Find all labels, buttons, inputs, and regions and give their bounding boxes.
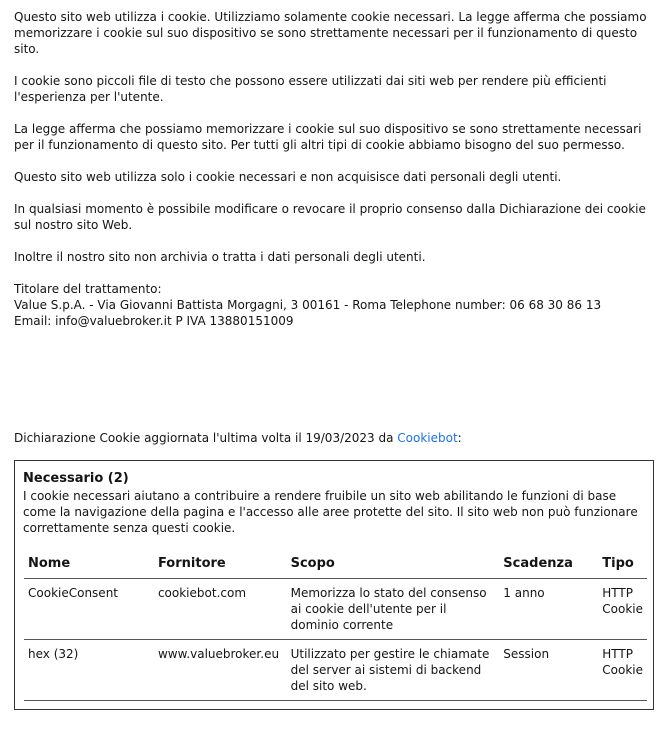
necessary-title: Necessario (2) [23, 471, 129, 486]
cookie-provider: cookiebot.com [154, 579, 287, 640]
cookie-declaration-updated [14, 430, 654, 446]
cookie-expiry: Session [499, 640, 598, 701]
data-controller-info [14, 281, 654, 329]
cookie-type: HTTP Cookie [598, 640, 647, 701]
column-header-expiry: Scadenza [499, 550, 598, 579]
cookie-provider: www.valuebroker.eu [154, 640, 287, 701]
table-row [24, 640, 647, 701]
intro-paragraph-6: Inoltre il nostro sito non archivia o tratta i dati personali degli utenti. [14, 250, 426, 264]
intro-paragraph-2: I cookie sono piccoli file di testo che possono essere utilizzati dai siti web per rendere più efficienti l'esperienza per l'utente. [14, 74, 607, 104]
owner-contact: Email: info@valuebroker.it P IVA 13880151009 [14, 314, 294, 328]
cookiebot-link[interactable]: Cookiebot [397, 431, 458, 445]
intro-paragraph-4: Questo sito web utilizza solo i cookie necessari e non acquisisce dati personali degli utenti. [14, 170, 562, 184]
cookie-purpose: Memorizza lo stato del consenso ai cookie dell'utente per il dominio corrente [287, 579, 500, 640]
owner-title: Titolare del trattamento: [14, 282, 162, 296]
cookie-table [24, 550, 647, 701]
column-header-type: Tipo [598, 550, 647, 579]
cookie-name: hex (32) [24, 640, 154, 701]
necessary-description: I cookie necessari aiutano a contribuire a rendere fruibile un sito web abilitando le funzioni di base come la navigazione della pagina e l'accesso alle aree protette del sito. Il sito web non può funzionare correttamente senza questi cookie. [23, 489, 638, 535]
cookie-type: HTTP Cookie [598, 579, 647, 640]
intro-paragraph-3: La legge afferma che possiamo memorizzare i cookie sul suo dispositivo se sono strettamente necessari per il funzionamento di questo sito. Per tutti gli altri tipi di cookie abbiamo bisogno del suo permesso. [14, 122, 642, 152]
cookie-policy-text [14, 9, 654, 329]
cookie-name: CookieConsent [24, 579, 154, 640]
table-row [24, 579, 647, 640]
declaration-suffix: : [457, 431, 462, 445]
intro-paragraph-1: Questo sito web utilizza i cookie. Utilizziamo solamente cookie necessari. La legge afferma che possiamo memorizzare i cookie sul suo dispositivo se sono strettamente necessari per il funzionamento di questo sito. [14, 10, 647, 56]
column-header-purpose: Scopo [287, 550, 500, 579]
column-header-provider: Fornitore [154, 550, 287, 579]
cookie-purpose: Utilizzato per gestire le chiamate del server ai sistemi di backend del sito web. [287, 640, 500, 701]
necessary-cookies-section [14, 460, 654, 710]
intro-paragraph-5: In qualsiasi momento è possibile modificare o revocare il proprio consenso dalla Dichiarazione dei cookie sul nostro sito Web. [14, 202, 646, 232]
table-header-row [24, 550, 647, 579]
declaration-text: Dichiarazione Cookie aggiornata l'ultima volta il 19/03/2023 da [14, 431, 398, 445]
column-header-name: Nome [24, 550, 154, 579]
cookie-expiry: 1 anno [499, 579, 598, 640]
owner-address: Value S.p.A. - Via Giovanni Battista Morgagni, 3 00161 - Roma Telephone number: 06 68 30 86 13 [14, 298, 602, 312]
